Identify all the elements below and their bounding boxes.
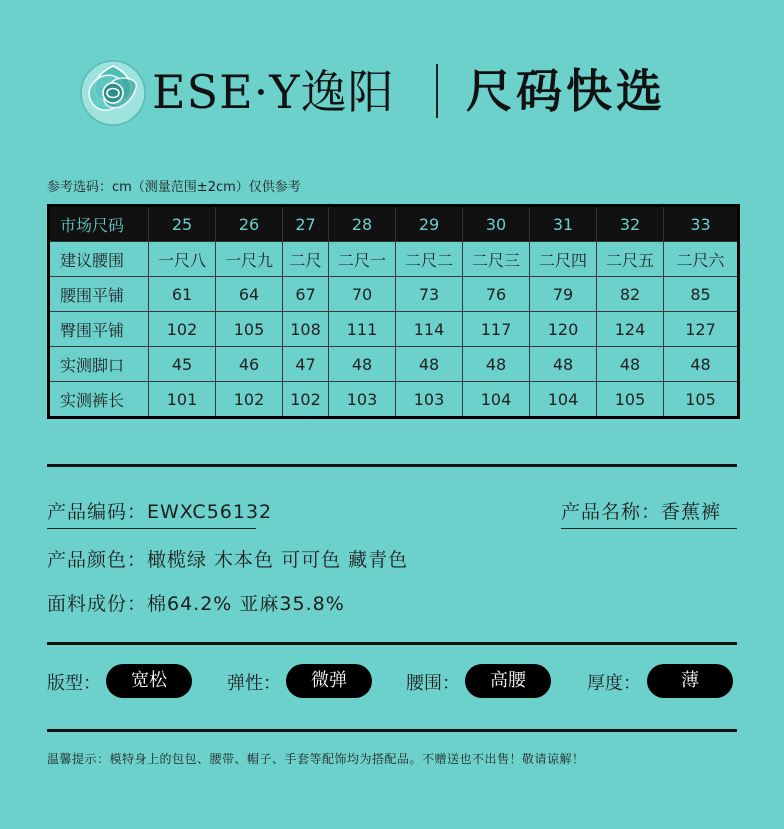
- spec-waist-badge: 高腰: [465, 664, 551, 698]
- page-title: 尺码快选: [466, 64, 666, 118]
- size-table-row: [49, 347, 739, 382]
- size-table-cell: 48: [664, 347, 739, 382]
- size-table-cell: 二尺: [283, 242, 329, 277]
- size-table-cell: 82: [597, 277, 664, 312]
- header-divider: [436, 64, 438, 118]
- size-table-cell: 二尺六: [664, 242, 739, 277]
- size-table-cell: 48: [530, 347, 597, 382]
- size-table-row: [49, 312, 739, 347]
- spec-fit-label: 版型：: [47, 673, 101, 694]
- size-table-cell: 26: [216, 206, 283, 242]
- size-table-cell: 32: [597, 206, 664, 242]
- size-table-cell: 114: [396, 312, 463, 347]
- size-table-cell: 67: [283, 277, 329, 312]
- size-table-cell: 102: [216, 382, 283, 418]
- rose-emblem-icon: [78, 58, 148, 128]
- size-table-cell: 28: [329, 206, 396, 242]
- size-table-row: [49, 382, 739, 418]
- size-table-cell: 117: [463, 312, 530, 347]
- spec-waist-label: 腰围：: [406, 673, 460, 694]
- size-table-cell: 101: [149, 382, 216, 418]
- divider-middle: [47, 642, 737, 645]
- spec-thickness-badge: 薄: [647, 664, 733, 698]
- size-table-cell: 二尺四: [530, 242, 597, 277]
- size-table-cell: 103: [329, 382, 396, 418]
- size-table-cell: 48: [396, 347, 463, 382]
- size-table-cell: 105: [597, 382, 664, 418]
- size-table-row-label: 臀围平铺: [49, 312, 149, 347]
- size-table-cell: 79: [530, 277, 597, 312]
- size-table-header-row: [49, 206, 739, 242]
- brand-name: ESE·Y逸阳: [152, 65, 395, 119]
- size-table-cell: 30: [463, 206, 530, 242]
- size-table-cell: 102: [283, 382, 329, 418]
- size-table-cell: 二尺二: [396, 242, 463, 277]
- product-colors: 产品颜色：橄榄绿 木本色 可可色 藏青色: [47, 549, 409, 571]
- product-code-underline: [47, 528, 256, 529]
- size-table-cell: 104: [463, 382, 530, 418]
- size-table-cell: 105: [664, 382, 739, 418]
- size-table-cell: 111: [329, 312, 396, 347]
- size-table-cell: 二尺一: [329, 242, 396, 277]
- size-table-cell: 103: [396, 382, 463, 418]
- divider-top: [47, 464, 737, 467]
- size-table-cell: 73: [396, 277, 463, 312]
- size-table-cell: 33: [664, 206, 739, 242]
- product-material: 面料成份：棉64.2% 亚麻35.8%: [47, 593, 345, 615]
- size-table-cell: 48: [463, 347, 530, 382]
- size-table-cell: 104: [530, 382, 597, 418]
- size-table-cell: 48: [329, 347, 396, 382]
- footnote: 温馨提示：模特身上的包包、腰带、帽子、手套等配饰均为搭配品。不赠送也不出售！敬请谅解！: [47, 752, 585, 766]
- spec-fit-badge: 宽松: [106, 664, 192, 698]
- size-table-cell: 一尺九: [216, 242, 283, 277]
- header: [78, 54, 698, 130]
- size-table-row-label: 市场尺码: [49, 206, 149, 242]
- product-code: 产品编码：EWXC56132: [47, 501, 273, 523]
- reference-note: 参考选码：cm（测量范围±2cm）仅供参考: [47, 180, 301, 195]
- size-table-cell: 64: [216, 277, 283, 312]
- size-table-cell: 47: [283, 347, 329, 382]
- size-table-cell: 46: [216, 347, 283, 382]
- size-table-cell: 105: [216, 312, 283, 347]
- size-table-cell: 102: [149, 312, 216, 347]
- size-table-row: [49, 277, 739, 312]
- size-table-cell: 27: [283, 206, 329, 242]
- size-table-row-label: 建议腰围: [49, 242, 149, 277]
- size-table-row-label: 实测裤长: [49, 382, 149, 418]
- size-table-cell: 31: [530, 206, 597, 242]
- size-table-cell: 85: [664, 277, 739, 312]
- spec-stretch-badge: 微弹: [286, 664, 372, 698]
- size-table-row-label: 实测脚口: [49, 347, 149, 382]
- size-table-cell: 124: [597, 312, 664, 347]
- size-table-cell: 108: [283, 312, 329, 347]
- size-table-cell: 61: [149, 277, 216, 312]
- size-table-cell: 48: [597, 347, 664, 382]
- size-table-cell: 一尺八: [149, 242, 216, 277]
- size-table-cell: 120: [530, 312, 597, 347]
- product-name: 产品名称：香蕉裤: [561, 501, 722, 523]
- size-table-row-label: 腰围平铺: [49, 277, 149, 312]
- spec-thickness-label: 厚度：: [587, 673, 641, 694]
- size-table: [47, 204, 740, 419]
- size-table-cell: 45: [149, 347, 216, 382]
- size-table-cell: 29: [396, 206, 463, 242]
- size-table-cell: 70: [329, 277, 396, 312]
- divider-bottom: [47, 729, 737, 732]
- size-table-cell: 二尺五: [597, 242, 664, 277]
- size-table-cell: 127: [664, 312, 739, 347]
- size-table-row: [49, 242, 739, 277]
- size-table-cell: 二尺三: [463, 242, 530, 277]
- spec-stretch-label: 弹性：: [227, 673, 281, 694]
- size-table-cell: 76: [463, 277, 530, 312]
- size-table-cell: 25: [149, 206, 216, 242]
- product-name-underline: [561, 528, 737, 529]
